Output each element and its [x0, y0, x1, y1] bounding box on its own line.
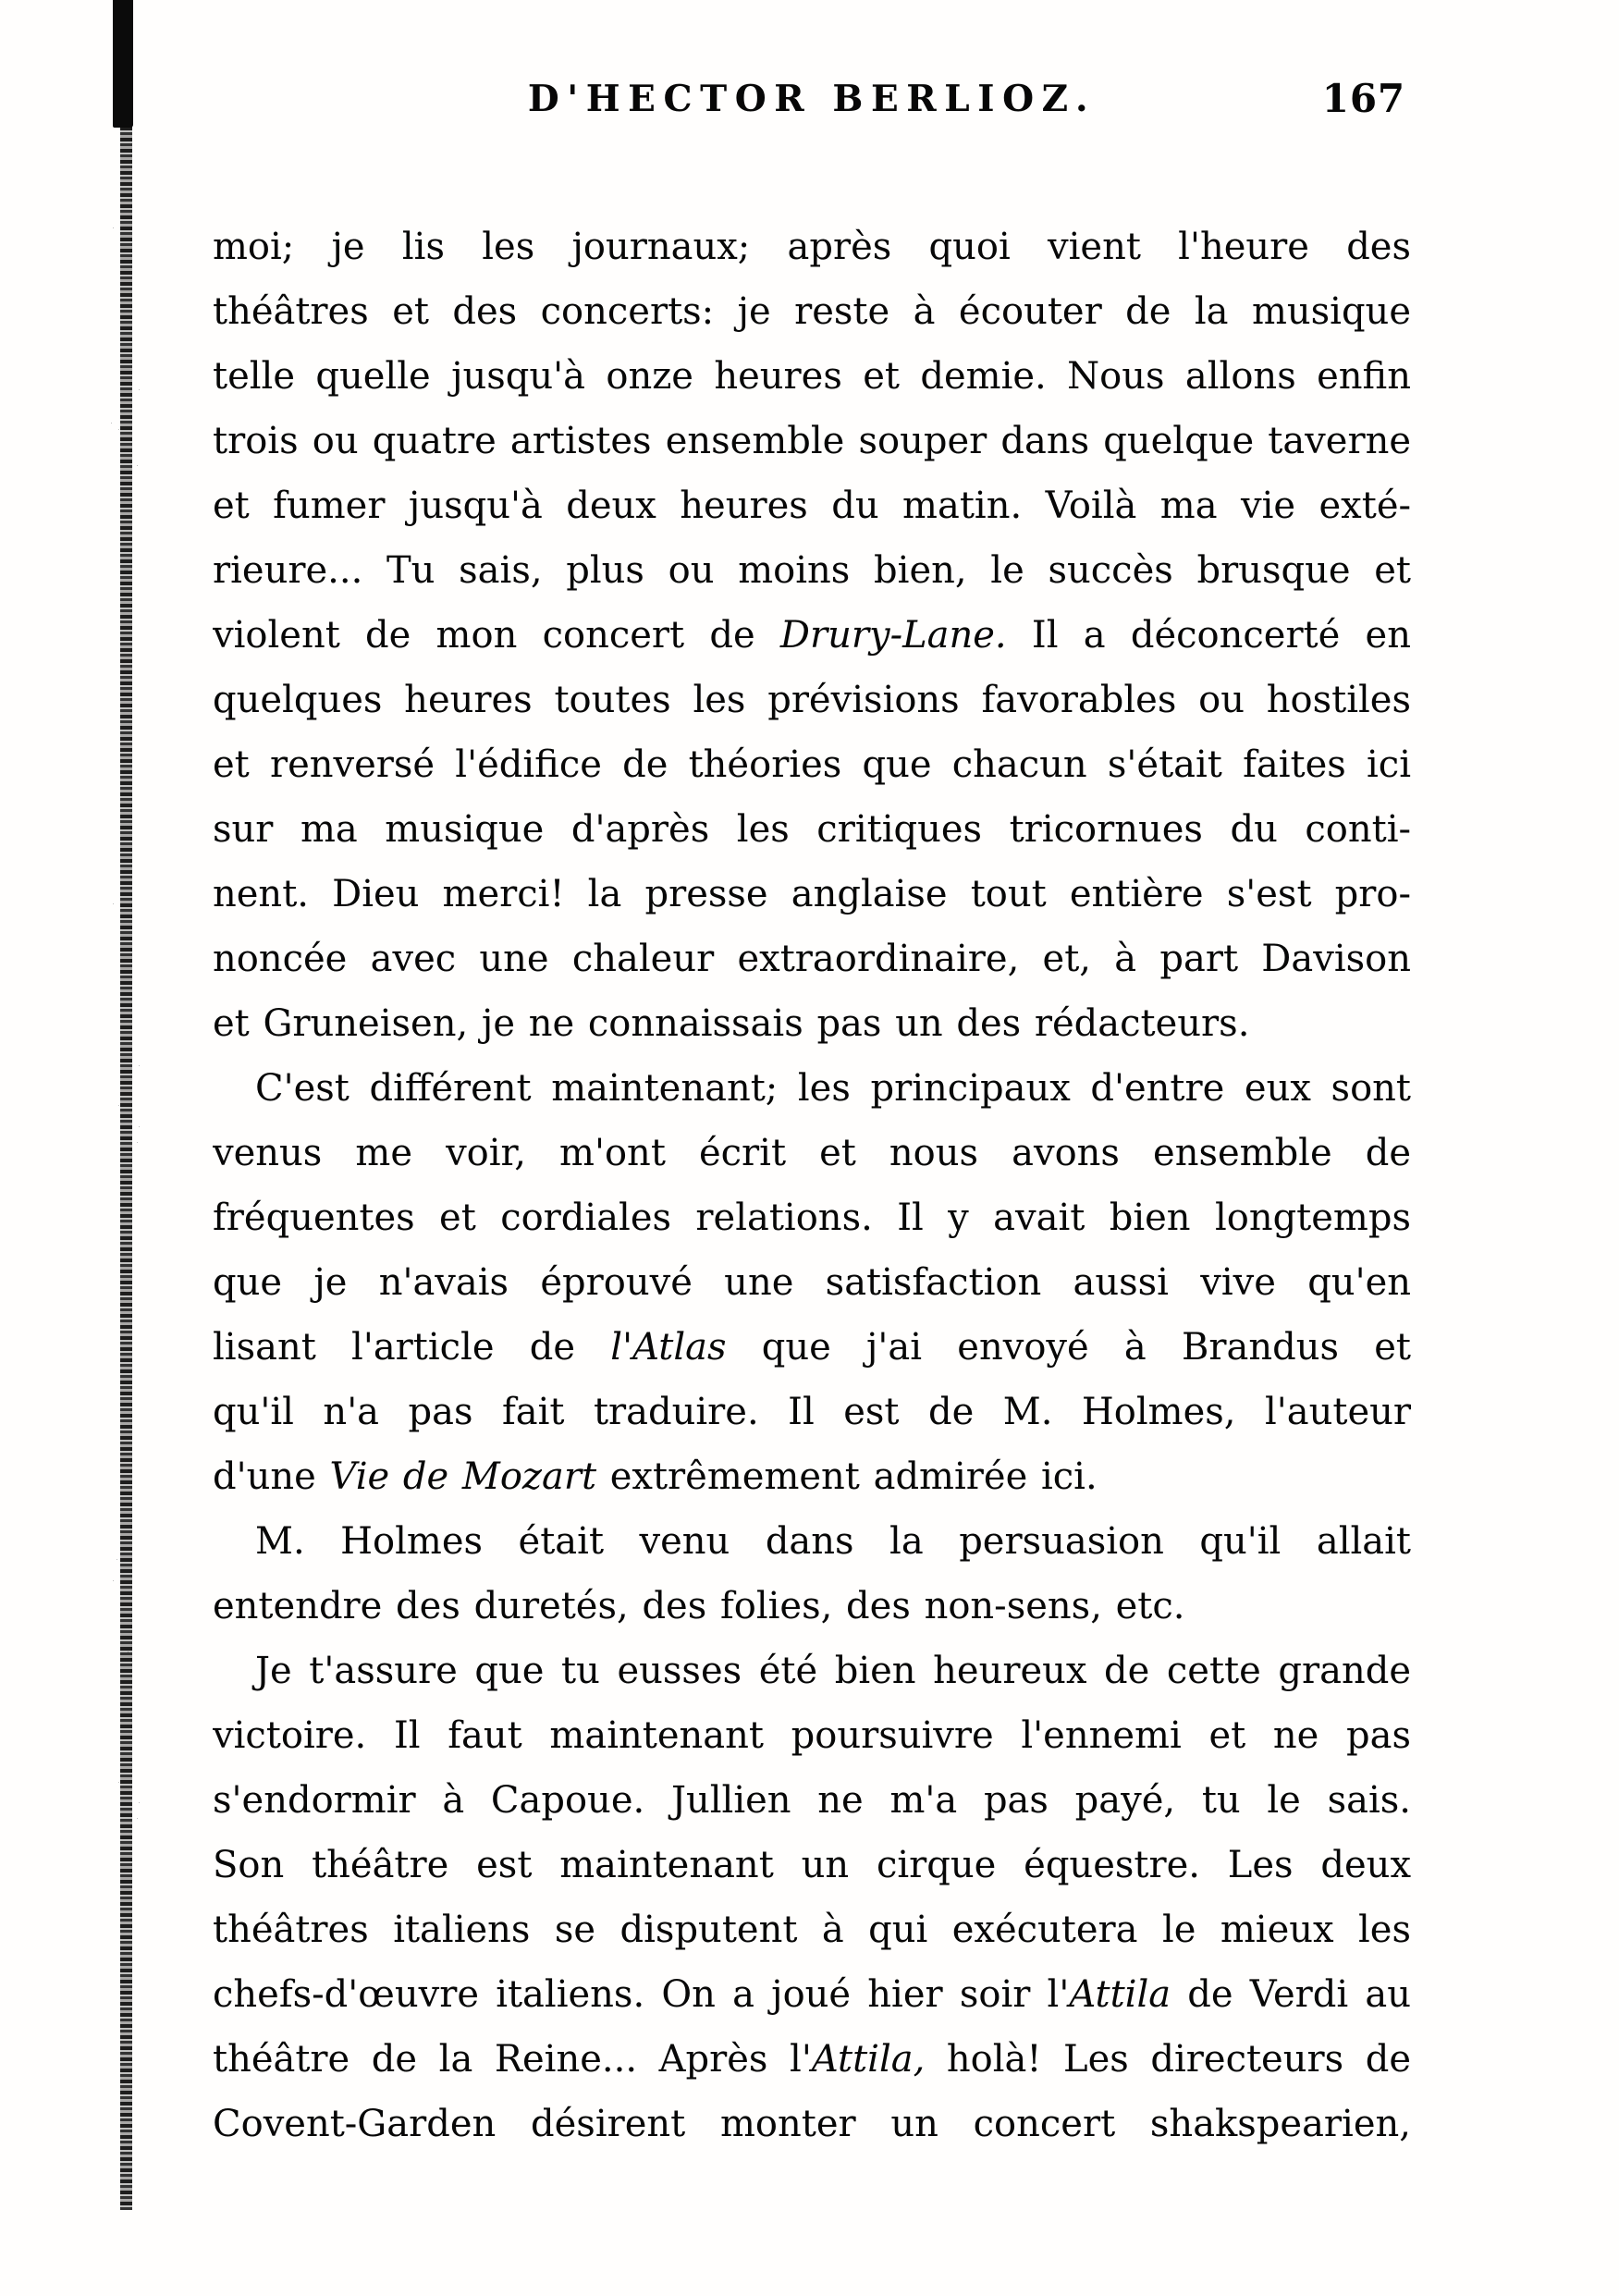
text-line: [213, 797, 1411, 862]
italic-text-segment: Drury-Lane.: [779, 614, 1007, 657]
text-segment: que je n'avais éprouvé une satisfaction aussi vive qu'en: [213, 1261, 1411, 1304]
paragraph: [213, 215, 1411, 1056]
text-segment: s'endormir à Capoue. Jullien ne m'a pas payé, tu le sais.: [213, 1779, 1411, 1822]
paragraph: [213, 1509, 1411, 1639]
text-segment: extrêmement admirée ici.: [596, 1455, 1098, 1498]
text-line: [213, 344, 1411, 409]
text-segment: théâtres italiens se disputent à qui exécutera le mieux les: [213, 1909, 1411, 1951]
text-segment: moi; je lis les journaux; après quoi vient l'heure des: [213, 226, 1411, 268]
text-segment: que j'ai envoyé à Brandus et: [726, 1326, 1411, 1369]
text-segment: fréquentes et cordiales relations. Il y avait bien longtemps: [213, 1197, 1411, 1239]
text-segment: Il a déconcerté en: [1006, 614, 1411, 657]
text-segment: théâtres et des concerts: je reste à écouter de la musique: [213, 290, 1411, 333]
text-line: [213, 1056, 1411, 1121]
text-line: [213, 1574, 1411, 1639]
italic-text-segment: Vie de Mozart: [329, 1455, 597, 1498]
text-line: [213, 538, 1411, 603]
text-segment: venus me voir, m'ont écrit et nous avons ensemble de: [213, 1132, 1411, 1174]
text-segment: et Gruneisen, je ne connaissais pas un des rédacteurs.: [213, 1002, 1250, 1045]
italic-text-segment: l'Atlas: [610, 1326, 727, 1369]
text-segment: telle quelle jusqu'à onze heures et demie. Nous allons enfin: [213, 355, 1411, 398]
text-segment: chefs-d'œuvre italiens. On a joué hier soir l': [213, 1973, 1070, 2016]
text-line: [213, 279, 1411, 344]
text-segment: M. Holmes était venu dans la persuasion qu'il allait: [255, 1520, 1411, 1563]
text-line: [213, 409, 1411, 473]
text-segment: qu'il n'a pas fait traduire. Il est de M. Holmes, l'auteur: [213, 1391, 1411, 1433]
text-segment: et renversé l'édifice de théories que chacun s'était faites ici: [213, 743, 1411, 786]
text-segment: lisant l'article de: [213, 1326, 611, 1369]
paragraph: [213, 1056, 1411, 1509]
text-segment: et fumer jusqu'à deux heures du matin. Voilà ma vie exté-: [213, 485, 1411, 527]
text-segment: Son théâtre est maintenant un cirque équestre. Les deux: [213, 1844, 1411, 1886]
text-line: [213, 1444, 1411, 1509]
text-line: [213, 668, 1411, 732]
text-segment: sur ma musique d'après les critiques tricornues du conti-: [213, 808, 1411, 851]
italic-text-segment: Attila: [1069, 1973, 1171, 2016]
text-line: [213, 862, 1411, 927]
text-segment: nent. Dieu merci! la presse anglaise tout entière s'est pro-: [213, 873, 1411, 915]
text-segment: théâtre de la Reine... Après l': [213, 2038, 812, 2081]
text-segment: Covent-Garden désirent monter un concert shakspearien,: [213, 2103, 1411, 2145]
text-segment: Je t'assure que tu eusses été bien heureux de cette grande: [255, 1650, 1411, 1692]
text-line: [213, 1380, 1411, 1444]
text-line: [213, 603, 1411, 668]
text-line: [213, 473, 1411, 538]
running-title: D'HECTOR BERLIOZ.: [527, 78, 1097, 120]
text-segment: trois ou quatre artistes ensemble souper dans quelque taverne: [213, 420, 1411, 462]
text-line: [213, 927, 1411, 991]
text-line: [213, 1962, 1411, 2027]
text-segment: C'est différent maintenant; les principaux d'entre eux sont: [255, 1067, 1411, 1110]
text-block: [213, 215, 1411, 2156]
text-line: [213, 215, 1411, 279]
text-segment: quelques heures toutes les prévisions favorables ou hostiles: [213, 679, 1411, 721]
text-line: [213, 1768, 1411, 1833]
italic-text-segment: Attila,: [811, 2038, 926, 2081]
text-segment: violent de mon concert de: [213, 614, 780, 657]
gutter-dark-band: [120, 111, 132, 2210]
gutter-top-bar: [113, 0, 133, 128]
text-line: [213, 1639, 1411, 1703]
text-segment: entendre des duretés, des folies, des non-sens, etc.: [213, 1585, 1185, 1627]
page-header: [213, 78, 1411, 124]
text-segment: rieure... Tu sais, plus ou moins bien, le succès brusque et: [213, 549, 1411, 592]
paragraph: [213, 1639, 1411, 2156]
text-line: [213, 732, 1411, 797]
scan-gutter-shadow: [105, 0, 148, 2223]
text-line: [213, 2092, 1411, 2156]
text-segment: noncée avec une chaleur extraordinaire, et, à part Davison: [213, 938, 1411, 980]
text-line: [213, 2027, 1411, 2092]
text-segment: de Verdi au: [1171, 1973, 1411, 2016]
text-line: [213, 1185, 1411, 1250]
text-segment: holà! Les directeurs de: [925, 2038, 1411, 2081]
text-segment: victoire. Il faut maintenant poursuivre l'ennemi et ne pas: [213, 1714, 1411, 1757]
text-line: [213, 1121, 1411, 1185]
text-line: [213, 1509, 1411, 1574]
text-line: [213, 991, 1411, 1056]
text-line: [213, 1833, 1411, 1897]
text-segment: d'une: [213, 1455, 330, 1498]
text-line: [213, 1703, 1411, 1768]
text-line: [213, 1315, 1411, 1380]
text-line: [213, 1897, 1411, 1962]
page-number: 167: [1321, 76, 1405, 121]
text-line: [213, 1250, 1411, 1315]
scan-noise-texture: [105, 0, 148, 2223]
